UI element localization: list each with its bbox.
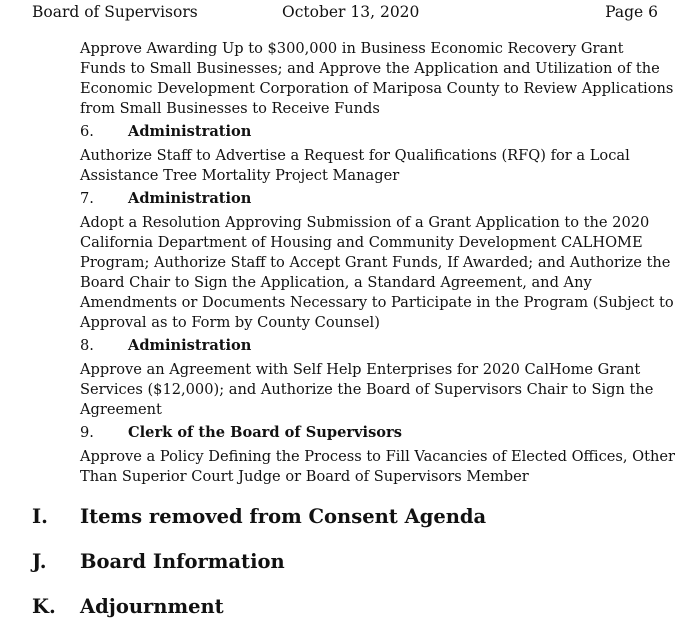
description-line: Approve an Agreement with Self Help Enterprises for 2020 CalHome Grant — [80, 361, 641, 378]
description-line: Services ($12,000); and Authorize the Board of Supervisors Chair to Sign the — [80, 381, 654, 398]
description-line: Approve Awarding Up to $300,000 in Business Economic Recovery Grant — [80, 40, 624, 57]
description-line: Amendments or Documents Necessary to Participate in the Program (Subject to — [80, 294, 674, 311]
item-6-description — [80, 146, 670, 186]
item-9-description — [80, 447, 676, 487]
description-line: Board Chair to Sign the Application, a Standard Agreement, and Any — [80, 274, 592, 291]
item-8-description — [80, 360, 670, 420]
description-line: Adopt a Resolution Approving Submission of a Grant Application to the 2020 — [80, 214, 650, 231]
description-line: Approve a Policy Defining the Process to Fill Vacancies of Elected Offices, Other — [80, 448, 676, 465]
page-header — [0, 3, 680, 23]
header-date: October 13, 2020 — [282, 3, 420, 21]
section-title: Adjournment — [80, 595, 224, 618]
description-line: California Department of Housing and Community Development CALHOME — [80, 234, 643, 251]
description-line: Than Superior Court Judge or Board of Supervisors Member — [80, 468, 529, 485]
description-line: Agreement — [80, 401, 162, 418]
header-page-number: Page 6 — [605, 3, 658, 21]
item-number: 7. — [80, 190, 94, 207]
header-board-name: Board of Supervisors — [32, 3, 198, 21]
description-line: Assistance Tree Mortality Project Manager — [80, 167, 400, 184]
item-6-heading — [80, 122, 670, 142]
section-letter: I. — [32, 505, 48, 528]
item-title: Administration — [128, 337, 252, 354]
section-title: Board Information — [80, 550, 285, 573]
section-board-information — [32, 550, 652, 576]
description-line: Funds to Small Businesses; and Approve the Application and Utilization of the — [80, 60, 660, 77]
section-letter: K. — [32, 595, 56, 618]
description-line: Economic Development Corporation of Mariposa County to Review Applications — [80, 80, 674, 97]
section-adjournment — [32, 595, 652, 621]
item-title: Administration — [128, 123, 252, 140]
item-title: Clerk of the Board of Supervisors — [128, 424, 402, 441]
description-line: Approval as to Form by County Counsel) — [80, 314, 380, 331]
item-8-heading — [80, 336, 670, 356]
item-number: 6. — [80, 123, 94, 140]
section-title: Items removed from Consent Agenda — [80, 505, 487, 528]
section-items-removed — [32, 505, 652, 531]
section-letter: J. — [32, 550, 47, 573]
description-line: Program; Authorize Staff to Accept Grant Funds, If Awarded; and Authorize the — [80, 254, 671, 271]
description-line: Authorize Staff to Advertise a Request for Qualifications (RFQ) for a Local — [80, 147, 630, 164]
item-7-heading — [80, 189, 670, 209]
description-line: from Small Businesses to Receive Funds — [80, 100, 380, 117]
item-number: 8. — [80, 337, 94, 354]
item-7-description — [80, 213, 674, 333]
item-5-description — [80, 39, 674, 119]
item-number: 9. — [80, 424, 94, 441]
agenda-content — [80, 39, 676, 487]
item-title: Administration — [128, 190, 252, 207]
item-9-heading — [80, 423, 670, 443]
